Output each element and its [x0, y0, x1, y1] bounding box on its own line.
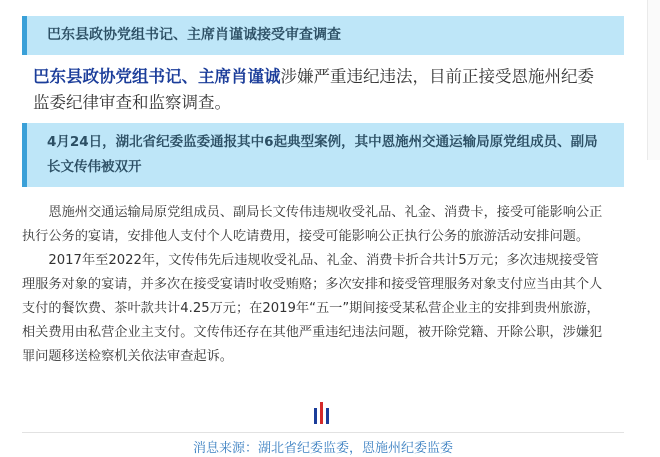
lead-text: 涉嫌严重违纪违法，目前正接受恩施州纪委监委纪律审查和监察调查。: [33, 67, 594, 112]
logo-bar-left: [314, 408, 317, 424]
lead-highlight: 巴东县政协党组书记、主席肖谨诚: [33, 67, 281, 86]
logo-icon: [313, 402, 331, 424]
article: [22, 0, 624, 369]
sub-banner: 4月24日，湖北省纪委监委通报其中6起典型案例，其中恩施州交通运输局原党组成员、副局长文传伟被双开: [22, 123, 624, 187]
logo-bar-right: [326, 408, 329, 424]
body-paragraph-2: 2017年至2022年，文传伟先后违规收受礼品、礼金、消费卡折合共计5万元；多次违规接受管理服务对象的宴请，并多次在接受宴请时收受贿赂；多次安排和接受管理服务对象支付应当由其个人支付的餐饮费、茶叶款共计4.25万元；在2019年“五一”期间接受某私营企业主的安排到贵州旅游，相关费用由私营企业主支付。文传伟还存在其他严重违纪违法问题，被开除党籍、开除公职，涉嫌犯罪问题移送检察机关依法审查起诉。: [22, 253, 603, 364]
footer-divider: [22, 384, 624, 433]
body-paragraph-1: 恩施州交通运输局原党组成员、副局长文传伟违规收受礼品、礼金、消费卡，接受可能影响公正执行公务的宴请，安排他人支付个人吃请费用，接受可能影响公正执行公务的旅游活动安排问题。: [22, 205, 603, 244]
logo-bar-center: [320, 402, 323, 424]
scrollbar-track[interactable]: [647, 0, 660, 160]
source-line: 消息来源：湖北省纪委监委，恩施州纪委监委: [192, 441, 453, 456]
lead-paragraph: [22, 64, 624, 116]
header-banner: 巴东县政协党组书记、主席肖谨诚接受审查调查: [22, 16, 624, 55]
